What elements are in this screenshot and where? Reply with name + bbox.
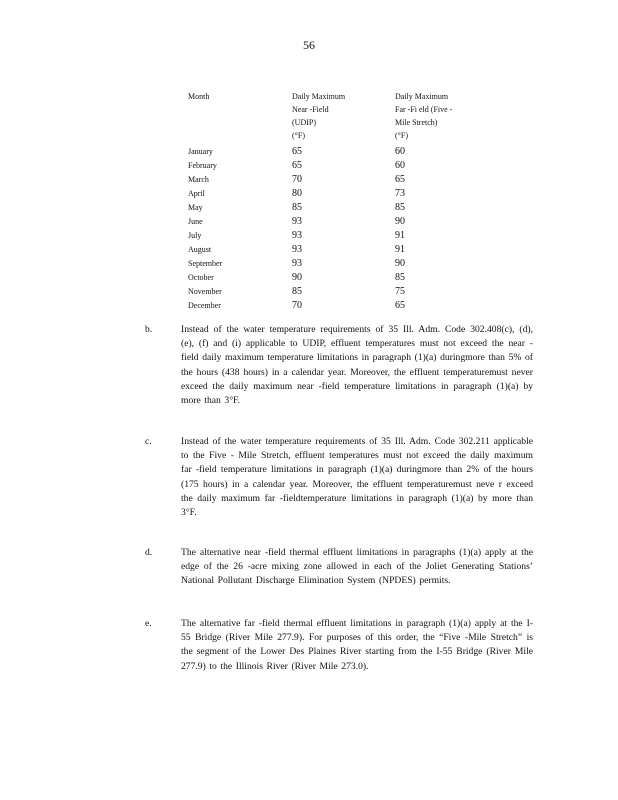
page-number: 56: [303, 38, 315, 52]
far-field-cell: 60: [395, 146, 405, 157]
far-field-cell: 91: [395, 230, 405, 241]
column-header-far-field: [395, 90, 485, 142]
paragraph-text: Instead of the water temperature requirements of 35 Ill. Adm. Code 302.211 applicable to the Five - Mile Stretch, effluent temperatures must not exceed the daily maximum far -field temperature limitations in paragraph (1)(a) duringmore than 2% of the hours (175 hours) in a calendar year. Moreover, the effluent temperaturemust neve r exceed the daily maximum far -fieldtemperature limitations in paragraph (1)(a) by more than 3°F.: [181, 436, 533, 519]
month-cell: May: [188, 203, 203, 212]
paragraph-text: Instead of the water temperature requirements of 35 Ill. Adm. Code 302.408(c), (d), (e), (f) and (i) applicable to UDIP, effluent temperatures must not exceed the near -field daily maximum temperature limitations in paragraph (1)(a) duringmore than 5% of the hours (438 hours) in a calendar year. Moreover, the effluent temperaturemust never exceed the daily maximum near -field temperature limitations in paragraph (1)(a) by more than 3°F.: [181, 324, 533, 407]
paragraph-letter: e.: [145, 618, 152, 629]
paragraph-text: The alternative far -field thermal effluent limitations in paragraph (1)(a) apply at the I-55 Bridge (River Mile 277.9). For purposes of this order, the “Five -Mile Stretch” is the segment of the Lower Des Plaines River starting from the I-55 Bridge (River Mile 277.9) to the Illinois River (River Mile 273.0).: [181, 618, 533, 672]
month-cell: April: [188, 189, 205, 198]
month-cell: October: [188, 273, 214, 282]
header-line: Mile Stretch): [395, 118, 438, 127]
month-cell: November: [188, 287, 222, 296]
month-cell: December: [188, 301, 221, 310]
column-header-near-field: [292, 90, 370, 142]
near-field-cell: 70: [292, 300, 302, 311]
near-field-cell: 90: [292, 272, 302, 283]
far-field-cell: 90: [395, 258, 405, 269]
near-field-cell: 85: [292, 286, 302, 297]
column-header-month: Month: [188, 92, 210, 101]
header-line: Far -Fi eld (Five -: [395, 105, 453, 114]
month-cell: February: [188, 161, 217, 170]
near-field-cell: 93: [292, 216, 302, 227]
far-field-cell: 90: [395, 216, 405, 227]
month-cell: August: [188, 245, 212, 254]
far-field-cell: 65: [395, 300, 405, 311]
far-field-cell: 75: [395, 286, 405, 297]
near-field-cell: 70: [292, 174, 302, 185]
header-line: (UDIP): [292, 118, 316, 127]
far-field-cell: 65: [395, 174, 405, 185]
paragraph-letter: d.: [145, 547, 153, 558]
far-field-cell: 85: [395, 202, 405, 213]
near-field-cell: 93: [292, 230, 302, 241]
month-cell: January: [188, 147, 213, 156]
far-field-cell: 73: [395, 188, 405, 199]
near-field-cell: 65: [292, 146, 302, 157]
paragraph-text: The alternative near -field thermal effluent limitations in paragraphs (1)(a) apply at the edge of the 26 -acre mixing zone allowed in each of the Joliet Generating Stations’ National Pollutant Discharge Elimination System (NPDES) permits.: [181, 547, 533, 587]
header-line: (°F): [292, 131, 305, 140]
header-line: (°F): [395, 131, 408, 140]
near-field-cell: 65: [292, 160, 302, 171]
paragraph-letter: c.: [145, 436, 152, 447]
paragraph-letter: b.: [145, 324, 153, 335]
header-line: Daily Maximum: [292, 92, 346, 101]
far-field-cell: 91: [395, 244, 405, 255]
month-cell: June: [188, 217, 203, 226]
header-line: Near -Field: [292, 105, 329, 114]
month-cell: March: [188, 175, 209, 184]
far-field-cell: 60: [395, 160, 405, 171]
near-field-cell: 93: [292, 258, 302, 269]
far-field-cell: 85: [395, 272, 405, 283]
month-cell: September: [188, 259, 223, 268]
month-cell: July: [188, 231, 202, 240]
near-field-cell: 80: [292, 188, 302, 199]
near-field-cell: 85: [292, 202, 302, 213]
header-line: Daily Maximum: [395, 92, 449, 101]
near-field-cell: 93: [292, 244, 302, 255]
